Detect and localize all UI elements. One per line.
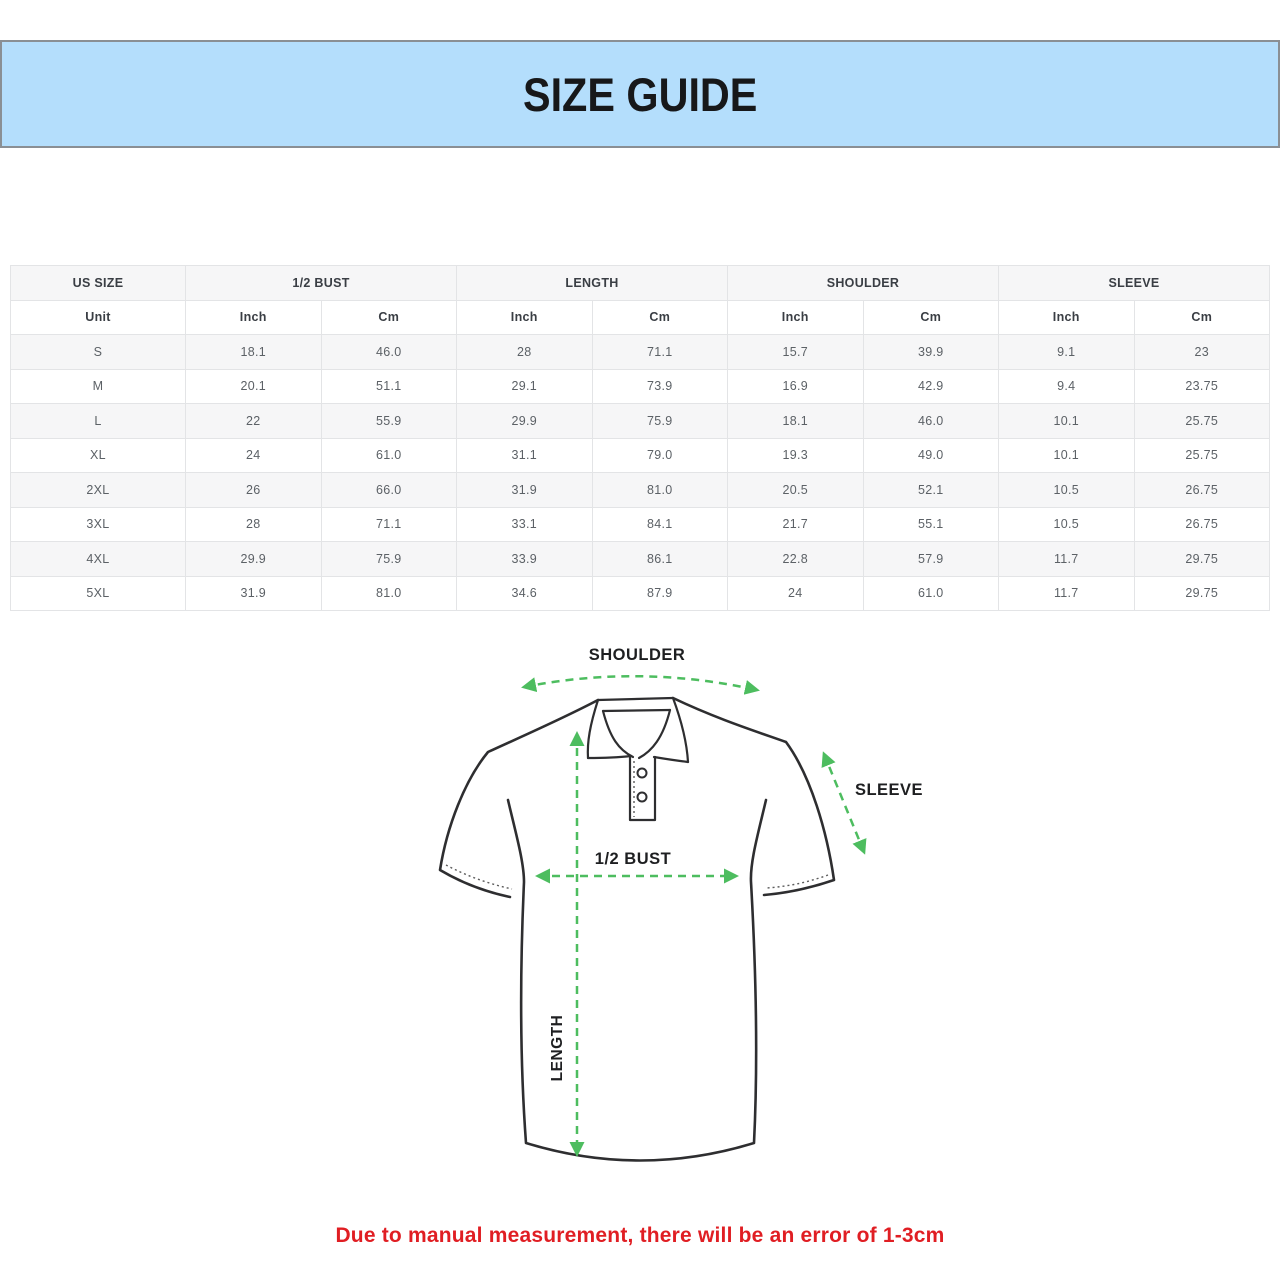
group-header-sleeve: SLEEVE [999,266,1270,301]
value-cell: 26 [186,473,322,508]
value-cell: 61.0 [321,438,457,473]
value-cell: 19.3 [728,438,864,473]
value-cell: 46.0 [863,404,999,439]
value-cell: 29.1 [457,369,593,404]
button-icon [638,769,647,778]
size-cell: 3XL [11,507,186,542]
value-cell: 71.1 [592,335,728,370]
value-cell: 34.6 [457,576,593,611]
value-cell: 75.9 [321,542,457,577]
collar-right-lapel [654,757,688,762]
right-sleeve [673,698,834,895]
sleeve-label: SLEEVE [854,781,924,799]
value-cell: 10.5 [999,473,1135,508]
value-cell: 10.1 [999,404,1135,439]
value-cell: 20.1 [186,369,322,404]
value-cell: 15.7 [728,335,864,370]
group-header-length: LENGTH [457,266,728,301]
value-cell: 29.9 [457,404,593,439]
table-row [11,335,1270,370]
value-cell: 33.1 [457,507,593,542]
measurement-note: Due to manual measurement, there will be an error of 1-3cm [335,1224,945,1247]
table-group-header-row [11,266,1270,301]
value-cell: 31.1 [457,438,593,473]
collar-right-inner [639,710,670,758]
size-chart-table [10,265,1270,611]
size-cell: S [11,335,186,370]
value-cell: 18.1 [186,335,322,370]
polo-shirt-outline [440,698,834,1161]
value-cell: 42.9 [863,369,999,404]
collar-left-edge [588,700,598,758]
table-unit-header-row [11,300,1270,335]
value-cell: 24 [728,576,864,611]
value-cell: 29.9 [186,542,322,577]
value-cell: 25.75 [1134,404,1270,439]
shoulder-measure-arrow [524,676,757,690]
collar [588,698,688,820]
page-title: SIZE GUIDE [522,67,758,121]
value-cell: 26.75 [1134,507,1270,542]
size-cell: 2XL [11,473,186,508]
left-sleeve [440,700,598,897]
unit-header-inch: Inch [728,300,864,335]
value-cell: 21.7 [728,507,864,542]
unit-header: Unit [11,300,186,335]
polo-shirt-diagram [420,630,960,1200]
value-cell: 28 [186,507,322,542]
value-cell: 23 [1134,335,1270,370]
collar-right-edge [673,698,688,762]
value-cell: 26.75 [1134,473,1270,508]
value-cell: 11.7 [999,576,1135,611]
unit-header-inch: Inch [186,300,322,335]
table-row [11,507,1270,542]
collar-top [598,698,673,700]
value-cell: 22 [186,404,322,439]
unit-header-inch: Inch [999,300,1135,335]
value-cell: 66.0 [321,473,457,508]
table-row [11,404,1270,439]
value-cell: 71.1 [321,507,457,542]
size-cell: L [11,404,186,439]
size-guide-banner [0,40,1280,148]
value-cell: 10.1 [999,438,1135,473]
unit-header-cm: Cm [592,300,728,335]
stitch-lines [446,761,828,889]
value-cell: 49.0 [863,438,999,473]
table-row [11,576,1270,611]
value-cell: 9.1 [999,335,1135,370]
value-cell: 16.9 [728,369,864,404]
value-cell: 22.8 [728,542,864,577]
table-row [11,438,1270,473]
value-cell: 39.9 [863,335,999,370]
value-cell: 11.7 [999,542,1135,577]
unit-header-cm: Cm [321,300,457,335]
value-cell: 18.1 [728,404,864,439]
size-cell: 4XL [11,542,186,577]
bust-label: 1/2 BUST [594,850,672,868]
value-cell: 20.5 [728,473,864,508]
value-cell: 87.9 [592,576,728,611]
value-cell: 57.9 [863,542,999,577]
value-cell: 9.4 [999,369,1135,404]
size-cell: XL [11,438,186,473]
table-row [11,542,1270,577]
value-cell: 29.75 [1134,576,1270,611]
group-header-bust: 1/2 BUST [186,266,457,301]
value-cell: 51.1 [321,369,457,404]
value-cell: 25.75 [1134,438,1270,473]
value-cell: 46.0 [321,335,457,370]
collar-left-inner [603,711,633,757]
value-cell: 31.9 [186,576,322,611]
value-cell: 10.5 [999,507,1135,542]
value-cell: 86.1 [592,542,728,577]
value-cell: 73.9 [592,369,728,404]
value-cell: 24 [186,438,322,473]
value-cell: 29.75 [1134,542,1270,577]
table-row [11,473,1270,508]
size-cell: M [11,369,186,404]
sleeve-measure-arrow [824,754,864,852]
unit-header-cm: Cm [863,300,999,335]
value-cell: 75.9 [592,404,728,439]
button-icon [638,793,647,802]
value-cell: 33.9 [457,542,593,577]
collar-left-lapel [588,756,631,758]
value-cell: 28 [457,335,593,370]
size-table-body [11,335,1270,611]
left-sleeve-stitch [446,865,512,889]
value-cell: 61.0 [863,576,999,611]
value-cell: 81.0 [321,576,457,611]
value-cell: 79.0 [592,438,728,473]
value-cell: 23.75 [1134,369,1270,404]
group-header-shoulder: SHOULDER [728,266,999,301]
collar-band [603,710,670,711]
value-cell: 55.1 [863,507,999,542]
value-cell: 81.0 [592,473,728,508]
value-cell: 52.1 [863,473,999,508]
value-cell: 84.1 [592,507,728,542]
unit-header-cm: Cm [1134,300,1270,335]
measurement-arrows [524,676,864,1154]
shoulder-label: SHOULDER [588,646,686,664]
us-size-header: US SIZE [11,266,186,301]
size-cell: 5XL [11,576,186,611]
value-cell: 31.9 [457,473,593,508]
value-cell: 55.9 [321,404,457,439]
unit-header-inch: Inch [457,300,593,335]
length-label: LENGTH [549,1014,566,1082]
table-row [11,369,1270,404]
